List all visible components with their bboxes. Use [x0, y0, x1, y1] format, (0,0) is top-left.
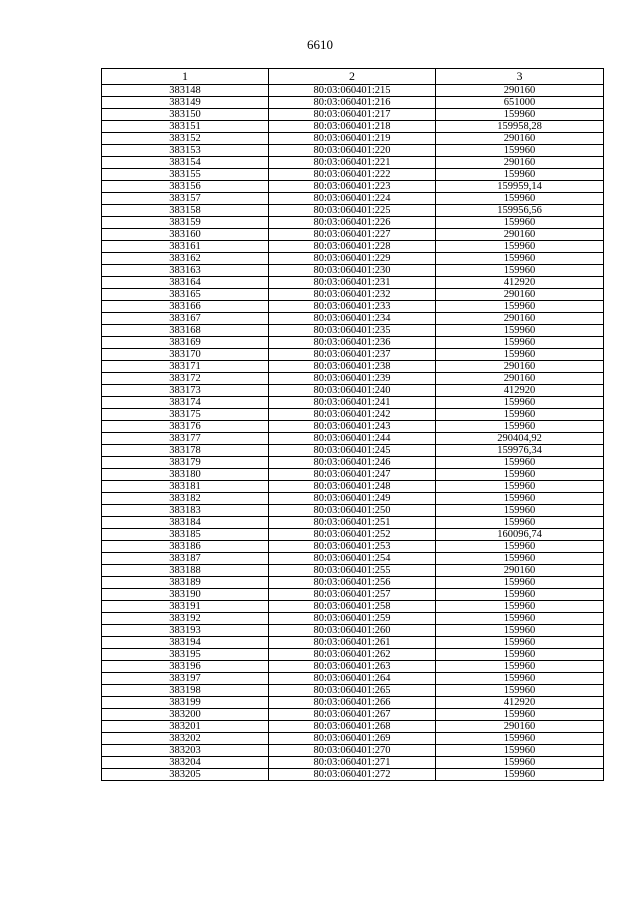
- table-cell: 290160: [436, 133, 604, 145]
- table-row: [102, 553, 604, 565]
- table-row: [102, 349, 604, 361]
- table-cell: 159960: [436, 301, 604, 313]
- table-row: [102, 673, 604, 685]
- table-cell: 80:03:060401:241: [269, 397, 436, 409]
- table-cell: 383186: [102, 541, 269, 553]
- table-cell: 383197: [102, 673, 269, 685]
- table-row: [102, 409, 604, 421]
- table-cell: 290160: [436, 313, 604, 325]
- table-cell: 80:03:060401:250: [269, 505, 436, 517]
- header-row: [102, 69, 604, 85]
- table-cell: 80:03:060401:238: [269, 361, 436, 373]
- table-cell: 159960: [436, 409, 604, 421]
- table-cell: 159960: [436, 397, 604, 409]
- table-cell: 383152: [102, 133, 269, 145]
- table-cell: 159960: [436, 337, 604, 349]
- table-cell: 80:03:060401:234: [269, 313, 436, 325]
- table-cell: 159960: [436, 649, 604, 661]
- table-row: [102, 337, 604, 349]
- table-row: [102, 229, 604, 241]
- table-cell: 80:03:060401:226: [269, 217, 436, 229]
- table-cell: 159976,34: [436, 445, 604, 457]
- table-cell: 383164: [102, 277, 269, 289]
- table-cell: 412920: [436, 697, 604, 709]
- table-cell: 80:03:060401:218: [269, 121, 436, 133]
- table-cell: 80:03:060401:257: [269, 589, 436, 601]
- table-cell: 80:03:060401:258: [269, 601, 436, 613]
- table-cell: 80:03:060401:272: [269, 769, 436, 781]
- table-cell: 80:03:060401:232: [269, 289, 436, 301]
- table-row: [102, 313, 604, 325]
- table-cell: 159960: [436, 769, 604, 781]
- table-cell: 383191: [102, 601, 269, 613]
- table-cell: 159960: [436, 745, 604, 757]
- table-row: [102, 241, 604, 253]
- table-cell: 80:03:060401:224: [269, 193, 436, 205]
- table-cell: 80:03:060401:236: [269, 337, 436, 349]
- table-cell: 159960: [436, 481, 604, 493]
- table-row: [102, 85, 604, 97]
- table-cell: 383195: [102, 649, 269, 661]
- table-cell: 80:03:060401:248: [269, 481, 436, 493]
- table-row: [102, 385, 604, 397]
- table-cell: 159960: [436, 625, 604, 637]
- table-cell: 383165: [102, 289, 269, 301]
- table-row: [102, 769, 604, 781]
- table-cell: 383190: [102, 589, 269, 601]
- table-cell: 290404,92: [436, 433, 604, 445]
- table-cell: 159960: [436, 733, 604, 745]
- table-cell: 80:03:060401:225: [269, 205, 436, 217]
- table-cell: 159960: [436, 241, 604, 253]
- table-cell: 383153: [102, 145, 269, 157]
- table-row: [102, 301, 604, 313]
- table-cell: 383150: [102, 109, 269, 121]
- table-cell: 651000: [436, 97, 604, 109]
- table-row: [102, 97, 604, 109]
- table-row: [102, 397, 604, 409]
- table-cell: 80:03:060401:255: [269, 565, 436, 577]
- table-row: [102, 121, 604, 133]
- table-cell: 80:03:060401:215: [269, 85, 436, 97]
- table-cell: 383192: [102, 613, 269, 625]
- table-cell: 383172: [102, 373, 269, 385]
- table-cell: 412920: [436, 385, 604, 397]
- table-cell: 159960: [436, 421, 604, 433]
- table-cell: 159960: [436, 217, 604, 229]
- table-row: [102, 493, 604, 505]
- table-cell: 80:03:060401:268: [269, 721, 436, 733]
- table-cell: 159960: [436, 637, 604, 649]
- table-cell: 159960: [436, 553, 604, 565]
- table-row: [102, 157, 604, 169]
- table-cell: 159960: [436, 613, 604, 625]
- table-cell: 383167: [102, 313, 269, 325]
- column-header: 2: [269, 69, 436, 85]
- table-row: [102, 685, 604, 697]
- table-cell: 383188: [102, 565, 269, 577]
- table-cell: 80:03:060401:271: [269, 757, 436, 769]
- table-row: [102, 109, 604, 121]
- table-cell: 80:03:060401:244: [269, 433, 436, 445]
- table-cell: 80:03:060401:270: [269, 745, 436, 757]
- table-row: [102, 529, 604, 541]
- table-cell: 383187: [102, 553, 269, 565]
- table-row: [102, 169, 604, 181]
- table-row: [102, 217, 604, 229]
- table-row: [102, 325, 604, 337]
- table-row: [102, 541, 604, 553]
- table-cell: 80:03:060401:260: [269, 625, 436, 637]
- table-cell: 383173: [102, 385, 269, 397]
- table-cell: 383156: [102, 181, 269, 193]
- table-cell: 80:03:060401:265: [269, 685, 436, 697]
- table-row: [102, 433, 604, 445]
- table-cell: 383177: [102, 433, 269, 445]
- table-cell: 383163: [102, 265, 269, 277]
- table-cell: 383193: [102, 625, 269, 637]
- table-cell: 383202: [102, 733, 269, 745]
- table-cell: 290160: [436, 157, 604, 169]
- table-row: [102, 289, 604, 301]
- table-cell: 80:03:060401:231: [269, 277, 436, 289]
- table-cell: 80:03:060401:251: [269, 517, 436, 529]
- table-cell: 159960: [436, 253, 604, 265]
- table-cell: 159960: [436, 577, 604, 589]
- table-cell: 383155: [102, 169, 269, 181]
- table-cell: 290160: [436, 85, 604, 97]
- table-row: [102, 589, 604, 601]
- table-cell: 159960: [436, 661, 604, 673]
- table-cell: 159960: [436, 193, 604, 205]
- table-cell: 159960: [436, 685, 604, 697]
- table-row: [102, 577, 604, 589]
- table-cell: 383200: [102, 709, 269, 721]
- table-row: [102, 133, 604, 145]
- table-cell: 80:03:060401:217: [269, 109, 436, 121]
- table-cell: 80:03:060401:254: [269, 553, 436, 565]
- table-cell: 383166: [102, 301, 269, 313]
- table-cell: 159960: [436, 349, 604, 361]
- table-cell: 290160: [436, 289, 604, 301]
- table-cell: 383148: [102, 85, 269, 97]
- table-cell: 383185: [102, 529, 269, 541]
- table-cell: 80:03:060401:262: [269, 649, 436, 661]
- table-cell: 80:03:060401:229: [269, 253, 436, 265]
- table-cell: 159960: [436, 493, 604, 505]
- table-cell: 383175: [102, 409, 269, 421]
- table-cell: 383182: [102, 493, 269, 505]
- table-cell: 80:03:060401:216: [269, 97, 436, 109]
- table-cell: 383162: [102, 253, 269, 265]
- table-cell: 383198: [102, 685, 269, 697]
- table-cell: 383149: [102, 97, 269, 109]
- table-cell: 383199: [102, 697, 269, 709]
- table-row: [102, 421, 604, 433]
- table-cell: 159956,56: [436, 205, 604, 217]
- table-cell: 80:03:060401:261: [269, 637, 436, 649]
- table-cell: 383159: [102, 217, 269, 229]
- table-cell: 80:03:060401:269: [269, 733, 436, 745]
- table-cell: 383151: [102, 121, 269, 133]
- table-row: [102, 253, 604, 265]
- table-row: [102, 505, 604, 517]
- table-cell: 383181: [102, 481, 269, 493]
- table-cell: 159960: [436, 457, 604, 469]
- table-row: [102, 205, 604, 217]
- table-cell: 80:03:060401:219: [269, 133, 436, 145]
- table-row: [102, 361, 604, 373]
- table-cell: 159960: [436, 517, 604, 529]
- page-number: 6610: [307, 37, 333, 52]
- table-cell: 383161: [102, 241, 269, 253]
- table-cell: 383178: [102, 445, 269, 457]
- table-cell: 383170: [102, 349, 269, 361]
- table-row: [102, 649, 604, 661]
- table-cell: 383194: [102, 637, 269, 649]
- table-cell: 159960: [436, 601, 604, 613]
- table-cell: 80:03:060401:253: [269, 541, 436, 553]
- table-cell: 290160: [436, 721, 604, 733]
- table-cell: 80:03:060401:266: [269, 697, 436, 709]
- table-cell: 383179: [102, 457, 269, 469]
- table-cell: 80:03:060401:245: [269, 445, 436, 457]
- table-cell: 383189: [102, 577, 269, 589]
- table-cell: 80:03:060401:221: [269, 157, 436, 169]
- table-cell: 383176: [102, 421, 269, 433]
- table-cell: 383203: [102, 745, 269, 757]
- table-row: [102, 373, 604, 385]
- table-cell: 80:03:060401:222: [269, 169, 436, 181]
- table-cell: 80:03:060401:242: [269, 409, 436, 421]
- table-cell: 290160: [436, 373, 604, 385]
- table-cell: 159960: [436, 673, 604, 685]
- table-cell: 383205: [102, 769, 269, 781]
- table-cell: 159960: [436, 109, 604, 121]
- table-row: [102, 613, 604, 625]
- table-row: [102, 445, 604, 457]
- table-cell: 383157: [102, 193, 269, 205]
- table-cell: 80:03:060401:230: [269, 265, 436, 277]
- table-cell: 159960: [436, 169, 604, 181]
- table-cell: 80:03:060401:267: [269, 709, 436, 721]
- table-row: [102, 265, 604, 277]
- table-row: [102, 277, 604, 289]
- table-cell: 383201: [102, 721, 269, 733]
- table-row: [102, 625, 604, 637]
- table-cell: 383183: [102, 505, 269, 517]
- table-cell: 383204: [102, 757, 269, 769]
- table-cell: 290160: [436, 229, 604, 241]
- table-cell: 159960: [436, 757, 604, 769]
- table-cell: 159960: [436, 145, 604, 157]
- table-cell: 159960: [436, 469, 604, 481]
- table-cell: 80:03:060401:240: [269, 385, 436, 397]
- table-cell: 383174: [102, 397, 269, 409]
- table-cell: 80:03:060401:247: [269, 469, 436, 481]
- table-row: [102, 661, 604, 673]
- table-cell: 159960: [436, 589, 604, 601]
- table-row: [102, 637, 604, 649]
- table-cell: 80:03:060401:249: [269, 493, 436, 505]
- table-row: [102, 565, 604, 577]
- table-row: [102, 181, 604, 193]
- table-cell: 80:03:060401:227: [269, 229, 436, 241]
- table-row: [102, 145, 604, 157]
- table-cell: 383168: [102, 325, 269, 337]
- table-row: [102, 481, 604, 493]
- table-cell: 159958,28: [436, 121, 604, 133]
- table-cell: 80:03:060401:243: [269, 421, 436, 433]
- table-cell: 159959,14: [436, 181, 604, 193]
- table-cell: 383196: [102, 661, 269, 673]
- table-cell: 80:03:060401:246: [269, 457, 436, 469]
- table-cell: 159960: [436, 709, 604, 721]
- table-cell: 383171: [102, 361, 269, 373]
- column-header: 1: [102, 69, 269, 85]
- table-row: [102, 601, 604, 613]
- table-cell: 80:03:060401:259: [269, 613, 436, 625]
- table-cell: 159960: [436, 265, 604, 277]
- table-row: [102, 517, 604, 529]
- table-row: [102, 745, 604, 757]
- table-cell: 159960: [436, 325, 604, 337]
- table-cell: 80:03:060401:252: [269, 529, 436, 541]
- table-cell: 80:03:060401:239: [269, 373, 436, 385]
- table-row: [102, 697, 604, 709]
- table-row: [102, 469, 604, 481]
- data-table: [101, 68, 604, 781]
- table-cell: 80:03:060401:256: [269, 577, 436, 589]
- table-cell: 160096,74: [436, 529, 604, 541]
- table-cell: 290160: [436, 565, 604, 577]
- table-cell: 159960: [436, 541, 604, 553]
- table-cell: 383158: [102, 205, 269, 217]
- table-row: [102, 457, 604, 469]
- table-cell: 80:03:060401:228: [269, 241, 436, 253]
- table-row: [102, 193, 604, 205]
- table-cell: 80:03:060401:233: [269, 301, 436, 313]
- table-cell: 159960: [436, 505, 604, 517]
- table-cell: 383180: [102, 469, 269, 481]
- table-row: [102, 721, 604, 733]
- table-cell: 383184: [102, 517, 269, 529]
- table-cell: 80:03:060401:264: [269, 673, 436, 685]
- table-cell: 383169: [102, 337, 269, 349]
- table-cell: 412920: [436, 277, 604, 289]
- table-cell: 290160: [436, 361, 604, 373]
- table-cell: 383160: [102, 229, 269, 241]
- table-cell: 80:03:060401:223: [269, 181, 436, 193]
- table-row: [102, 709, 604, 721]
- table-cell: 80:03:060401:263: [269, 661, 436, 673]
- table-cell: 80:03:060401:235: [269, 325, 436, 337]
- column-header: 3: [436, 69, 604, 85]
- table-cell: 80:03:060401:220: [269, 145, 436, 157]
- table-cell: 80:03:060401:237: [269, 349, 436, 361]
- table-row: [102, 733, 604, 745]
- table-cell: 383154: [102, 157, 269, 169]
- table-row: [102, 757, 604, 769]
